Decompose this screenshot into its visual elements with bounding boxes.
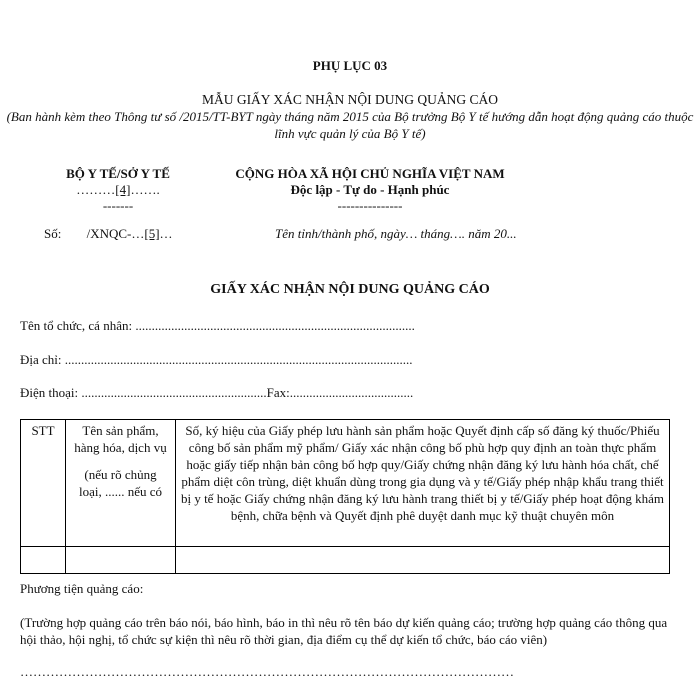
number-code: /XNQC-…: [86, 226, 145, 241]
address-field: Địa chỉ: ...........................................................................................................: [20, 352, 413, 367]
org-field: Tên tổ chức, cá nhân: ......................................................................................: [20, 318, 415, 333]
issuer-block: [18, 166, 218, 214]
republic-name: CỘNG HÒA XÃ HỘI CHỦ NGHĨA VIỆT NAM: [235, 166, 505, 181]
number-ref: [5]: [144, 226, 160, 241]
number-label: Số:: [44, 226, 62, 241]
document-number: Số: /XNQC-…[5]…: [44, 226, 173, 241]
date-line: Tên tỉnh/thành phố, ngày… tháng…. năm 20...: [275, 226, 517, 241]
fill-in-line: ……………………………………………………………………………………………………: [20, 664, 514, 679]
phone-fax-field: Điện thoại: .........................................................Fax:......................................: [20, 385, 414, 400]
form-subtitle: (Ban hành kèm theo Thông tư số /2015/TT-BYT ngày tháng năm 2015 của Bộ trưởng Bộ Y tế hướng dẫn hoạt động quảng cáo thuộc lĩnh vực quản lý của Bộ Y tế): [6, 109, 694, 141]
table-header-row: [21, 420, 670, 547]
col-license-number: Số, ký hiệu của Giấy phép lưu hành sản phẩm hoặc Quyết định cấp số đăng ký thuốc/Phiếu công bố sản phẩm mỹ phẩm/ Giấy xác nhận công bố phù hợp quy định an toàn thực phẩm hoặc giấy tiếp nhận bản công bố hợp quy/Giấy chứng nhận đăng ký lưu hành hóa chất, chế phẩm diệt côn trùng, diệt khuẩn dùng trong gia dụng và y tế/Giấy phép nhập khẩu trang thiết bị y tế hoặc Giấy chứng nhận đăng ký lưu hành trang thiết bị y tế/Giấy phép hoạt động khám bệnh, chữa bệnh và Quyết định phê duyệt danh mục kỹ thuật chuyên môn: [176, 420, 670, 547]
ad-channel-note: (Trường hợp quảng cáo trên báo nói, báo hình, báo in thì nêu rõ tên báo dự kiến quảng cáo; trường hợp quảng cáo thông qua hội thảo, hội nghị, tổ chức sự kiện thì nêu rõ thời gian, địa điểm cụ thể dự kiến tổ chức, báo cáo viên): [20, 615, 668, 647]
ad-channel-label: Phương tiện quảng cáo:: [20, 581, 144, 596]
issuer-name: BỘ Y TẾ/SỞ Y TẾ: [66, 166, 170, 181]
issuer-ref: [4]: [115, 182, 131, 197]
col-stt: STT: [21, 420, 66, 547]
table-cell: [21, 547, 66, 574]
col-product-name: Tên sản phẩm, hàng hóa, dịch vụ (nếu rõ chủng loại, ...... nếu có: [66, 420, 176, 547]
issuer-placeholder: ………[4]…….: [76, 182, 160, 197]
issuer-rule: -------: [102, 198, 134, 213]
republic-motto: Độc lập - Tự do - Hạnh phúc: [290, 182, 450, 197]
republic-rule: ---------------: [337, 198, 403, 213]
table-cell: [176, 547, 670, 574]
republic-block: [220, 166, 520, 214]
appendix-heading: PHỤ LỤC 03: [312, 58, 388, 73]
form-title: MẪU GIẤY XÁC NHẬN NỘI DUNG QUẢNG CÁO: [201, 92, 499, 107]
table-row: [21, 547, 670, 574]
document-title: GIẤY XÁC NHẬN NỘI DUNG QUẢNG CÁO: [210, 282, 490, 297]
table-cell: [66, 547, 176, 574]
product-table: [20, 419, 670, 574]
